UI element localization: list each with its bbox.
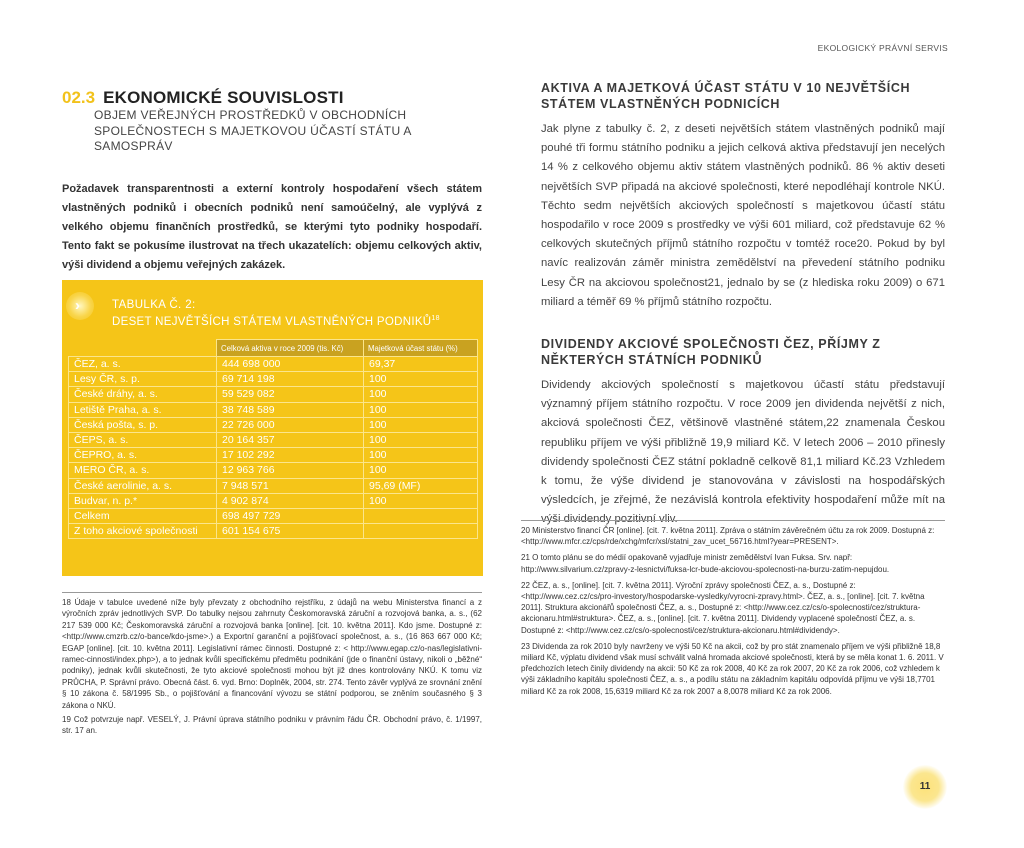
- joint-stock-row: [69, 524, 478, 539]
- company-name: ČEZ, a. s.: [69, 357, 217, 372]
- total-row: [69, 508, 478, 523]
- table-row: [69, 463, 478, 478]
- state-share: 100: [364, 372, 478, 387]
- assets-value: 17 102 292: [217, 448, 364, 463]
- table-row: [69, 432, 478, 447]
- intro-paragraph: Požadavek transparentnosti a externí kontroly hospodaření všech státem vlastněných podniků i obecních podniků není samoúčelný, ale vyplývá z velkého objemu finančních prostředků, se kterými tyto podniky hospodaří. Tento fakt se pokusíme ilustrovat na třech ukazatelích: objemu celkových aktiv, výši dividend a objemu veřejných zakázek.: [62, 183, 482, 271]
- assets-value: 69 714 198: [217, 372, 364, 387]
- page-number: 11: [903, 765, 947, 809]
- table-row: [69, 478, 478, 493]
- footnote-21: 21 O tomto plánu se do médií opakovaně vyjadřuje ministr zemědělství Ivan Fuksa. Srv. např: http://www.silvarium.cz/zpravy-z-lesnictvi/fuksa-lcr-bude-akciovou-spolecnosti-na-burzu-zatim-nepujdou.: [521, 553, 890, 574]
- companies-table: [68, 339, 478, 539]
- table-row: [69, 417, 478, 432]
- footnote-20: 20 Ministerstvo financí ČR [online]. [cit. 7. května 2011]. Zpráva o státním závěrečném účtu za rok 2009. Dostupná z: <http://www.mfcr.cz/cps/rde/xchg/mfcr/xsl/statni_zav_ucet_56716.html?year=PRESENT>.: [521, 526, 935, 547]
- table-footnote: * Budějovický Budvar má formu národního podniku, v praxi však mezi touto formou a formou státního podniku není rozdíl.$^{19}$: [122, 839, 460, 848]
- footnotes-right: [521, 520, 945, 702]
- table-label: TABULKA Č. 2:: [112, 299, 196, 311]
- heading-assets: AKTIVA A MAJETKOVÁ ÚČAST STÁTU V 10 NEJVĚTŠÍCH STÁTEM VLASTNĚNÝCH PODNICÍCH: [541, 81, 911, 111]
- state-share: 100: [364, 432, 478, 447]
- total-row-label: Celkem: [69, 508, 217, 523]
- footnote-18: 18 Údaje v tabulce uvedené níže byly převzaty z obchodního rejstříku, z údajů na webu Ministerstva financí a z výročních zpráv jednotlivých SVP. Do tabulky nejsou zahrnuty Českomoravská záruční a rozvojová banka, a. s., (62 217 539 000 Kč; Českomoravská záruční a rozvojová banka [online]. [cit. 10. května 2011]. Kdo jsme. Dostupné z: <http://www.cmzrb.cz/o-bance/kdo-jsme>.) a Exportní garanční a pojišťovací společnost, a. s., (16 863 667 000 Kč; EGAP [online]. [cit. 10. května 2011]. Legislativní rámec činnosti. Dostupné z: < http://www.egap.cz/o-nas/legislativni-ramec-cinnosti/index.php>), a to jednak kvůli specifickému předmětu podnikání (jde o finanční ústavy, nikoli o „běžné“ podniky), jednak kvůli skutečnosti, že tyto akciové společnosti mohou být již dnes kontrolovány NKÚ. K tomu viz PRŮCHA, P. Správní právo. Obecná část. 6. vyd. Brno: Doplněk, 2004, str. 274. Tento závěr vyplývá ze srovnání znění § 10 zákona č. 58/1995 Sb., o pojišťování a financování vývozu se státní podporou, se zněním současného § 3 zákona o NKÚ.: [62, 598, 482, 710]
- table-title: DESET NEJVĚTŠÍCH STÁTEM VLASTNĚNÝCH PODNIKŮ$^{18}$: [112, 315, 440, 328]
- joint-stock-row-value: 601 154 675: [217, 524, 364, 539]
- company-name: Letiště Praha, a. s.: [69, 402, 217, 417]
- company-name: České dráhy, a. s.: [69, 387, 217, 402]
- table-row: [69, 493, 478, 508]
- table-row: [69, 357, 478, 372]
- section-subtitle: OBJEM VEŘEJNÝCH PROSTŘEDKŮ V OBCHODNÍCH SPOLEČNOSTECH S MAJETKOVOU ÚČASTÍ STÁTU A SAMOSPRÁV: [94, 108, 412, 153]
- table-row: [69, 448, 478, 463]
- empty-cell: [364, 524, 478, 539]
- assets-value: 59 529 082: [217, 387, 364, 402]
- assets-value: 444 698 000: [217, 357, 364, 372]
- company-name: MERO ČR, a. s.: [69, 463, 217, 478]
- section-heading: [62, 88, 482, 155]
- state-share: 95,69 (MF): [364, 478, 478, 493]
- section-number: 02.3: [62, 88, 96, 107]
- company-name: Budvar, n. p.*: [69, 493, 217, 508]
- right-column: [541, 80, 945, 530]
- table-header: [62, 280, 483, 337]
- state-share: 100: [364, 402, 478, 417]
- state-share: 100: [364, 417, 478, 432]
- footnotes-left: [62, 592, 482, 740]
- arrow-right-icon: ›: [66, 292, 94, 320]
- state-share: 100: [364, 387, 478, 402]
- assets-value: 7 948 571: [217, 478, 364, 493]
- assets-value: 20 164 357: [217, 432, 364, 447]
- paragraph-dividends: Dividendy akciových společností s majetkovou účastí státu představují významný příjem státního rozpočtu. V roce 2009 jen dividenda největší z nich, akciová společnosti ČEZ, většinově vlastněné státem,22 znamenala Českou republiku příjem ve výši přibližně 19,9 miliard Kč. V letech 2006 – 2010 přinesly dividendy společnosti ČEZ státní pokladně celkově 81,1 miliard Kč.23 Vzhledem k tomu, že výše dividend je stanovována v závislosti na hospodářských výsledcích, je zřejmé, že nezávislá kontrola efektivity hospodaření může mít na výši dividendy pozitivní vliv.: [541, 379, 945, 526]
- state-share: 69,37: [364, 357, 478, 372]
- col-header-assets: Celková aktiva v roce 2009 (tis. Kč): [217, 340, 364, 357]
- assets-value: 12 963 766: [217, 463, 364, 478]
- col-header-share: Majetková účast státu (%): [364, 340, 478, 357]
- footnote-22: 22 ČEZ, a. s., [online]. [cit. 7. května 2011]. Výroční zprávy společnosti ČEZ, a. s., Dostupné z: <http://www.cez.cz/cs/pro-investory/hospodarske-vysledky/vyrocni-zpravy.html>. ČEZ, a. s., [online]. [cit. 7. května 2011]. Struktura akcionářů společnosti ČEZ, a. s., Dostupné z: <http://www.cez.cz/cs/o-spolecnosti/cez/struktura-akcionaru.html#struktura>. ČEZ, a. s., [online]. [cit. 7. května 2011]. Dividendy vyplacené společností ČEZ, a. s. Dostupné z: <http://www.cez.cz/cs/o-spolecnosti/cez/struktura-akcionaru.html#dividendy>.: [521, 580, 925, 635]
- company-name: Česká pošta, s. p.: [69, 417, 217, 432]
- company-name: ČEPS, a. s.: [69, 432, 217, 447]
- state-share: 100: [364, 448, 478, 463]
- assets-value: 22 726 000: [217, 417, 364, 432]
- company-name: Lesy ČR, s. p.: [69, 372, 217, 387]
- table-row: [69, 387, 478, 402]
- paragraph-assets: Jak plyne z tabulky č. 2, z deseti největších státem vlastněných podniků mají pouhé tři formu státního podniku a jejich celková aktiva představují jen necelých 14 % z celkového objemu aktiv státem vlastněných podniků. 86 % aktiv deseti největších SVP připadá na akciové společnosti, které nepodléhají kontrole NKÚ. Těchto sedm největších akciových společností s majetkovou účastí státu hospodařilo v roce 2009 s prostředky ve výši 601 miliard, což představuje 62 % celkových skutečných příjmů státního rozpočtu v tomtéž roce20. Pokud by byl navíc realizován záměr ministra zemědělství na převedení státního podniku Lesy ČR na akciovou společnost21, jednalo by se (z hlediska roku 2009) o 671 miliard a téměř 69 % příjmů státního rozpočtu.: [541, 123, 945, 308]
- assets-value: 38 748 589: [217, 402, 364, 417]
- assets-value: 4 902 874: [217, 493, 364, 508]
- state-share: 100: [364, 463, 478, 478]
- table-row: [69, 402, 478, 417]
- footnote-19: 19 Což potvrzuje např. VESELÝ, J. Právní úprava státního podniku v právním řádu ČR. Obchodní právo, č. 1/1997, str. 17 an.: [62, 715, 482, 736]
- joint-stock-row-label: Z toho akciové společnosti: [69, 524, 217, 539]
- running-header: EKOLOGICKÝ PRÁVNÍ SERVIS: [817, 43, 948, 53]
- footnote-23: 23 Dividenda za rok 2010 byly navrženy ve výši 50 Kč na akcii, což by pro stát znamenalo příjem ve výši přibližně 18,8 miliard Kč, výplatu dividend však musí schválit valná hromada akciové společnosti, která by se měla konat 1. 6. 2011. V předchozích letech činily dividendy na akcii: 50 Kč za rok 2008, 40 Kč za rok 2007, 20 Kč za rok 2006, což vzhledem k výši základního kapitálu společnosti ČEZ, a. s., a podílu státu na základním kapitálu odpovídá příjmu ve výši 18,7701 miliard Kč za rok 2008, 15,6319 miliard Kč za rok 2007 a 8,0078 miliard Kč za rok 2006.: [521, 641, 944, 696]
- company-name: ČEPRO, a. s.: [69, 448, 217, 463]
- table-row: [69, 372, 478, 387]
- empty-cell: [364, 508, 478, 523]
- state-share: 100: [364, 493, 478, 508]
- section-title: EKONOMICKÉ SOUVISLOSTI: [103, 88, 344, 107]
- company-name: České aerolinie, a. s.: [69, 478, 217, 493]
- total-row-value: 698 497 729: [217, 508, 364, 523]
- heading-dividends: DIVIDENDY AKCIOVÉ SPOLEČNOSTI ČEZ, PŘÍJMY Z NĚKTERÝCH STÁTNÍCH PODNIKŮ: [541, 337, 881, 368]
